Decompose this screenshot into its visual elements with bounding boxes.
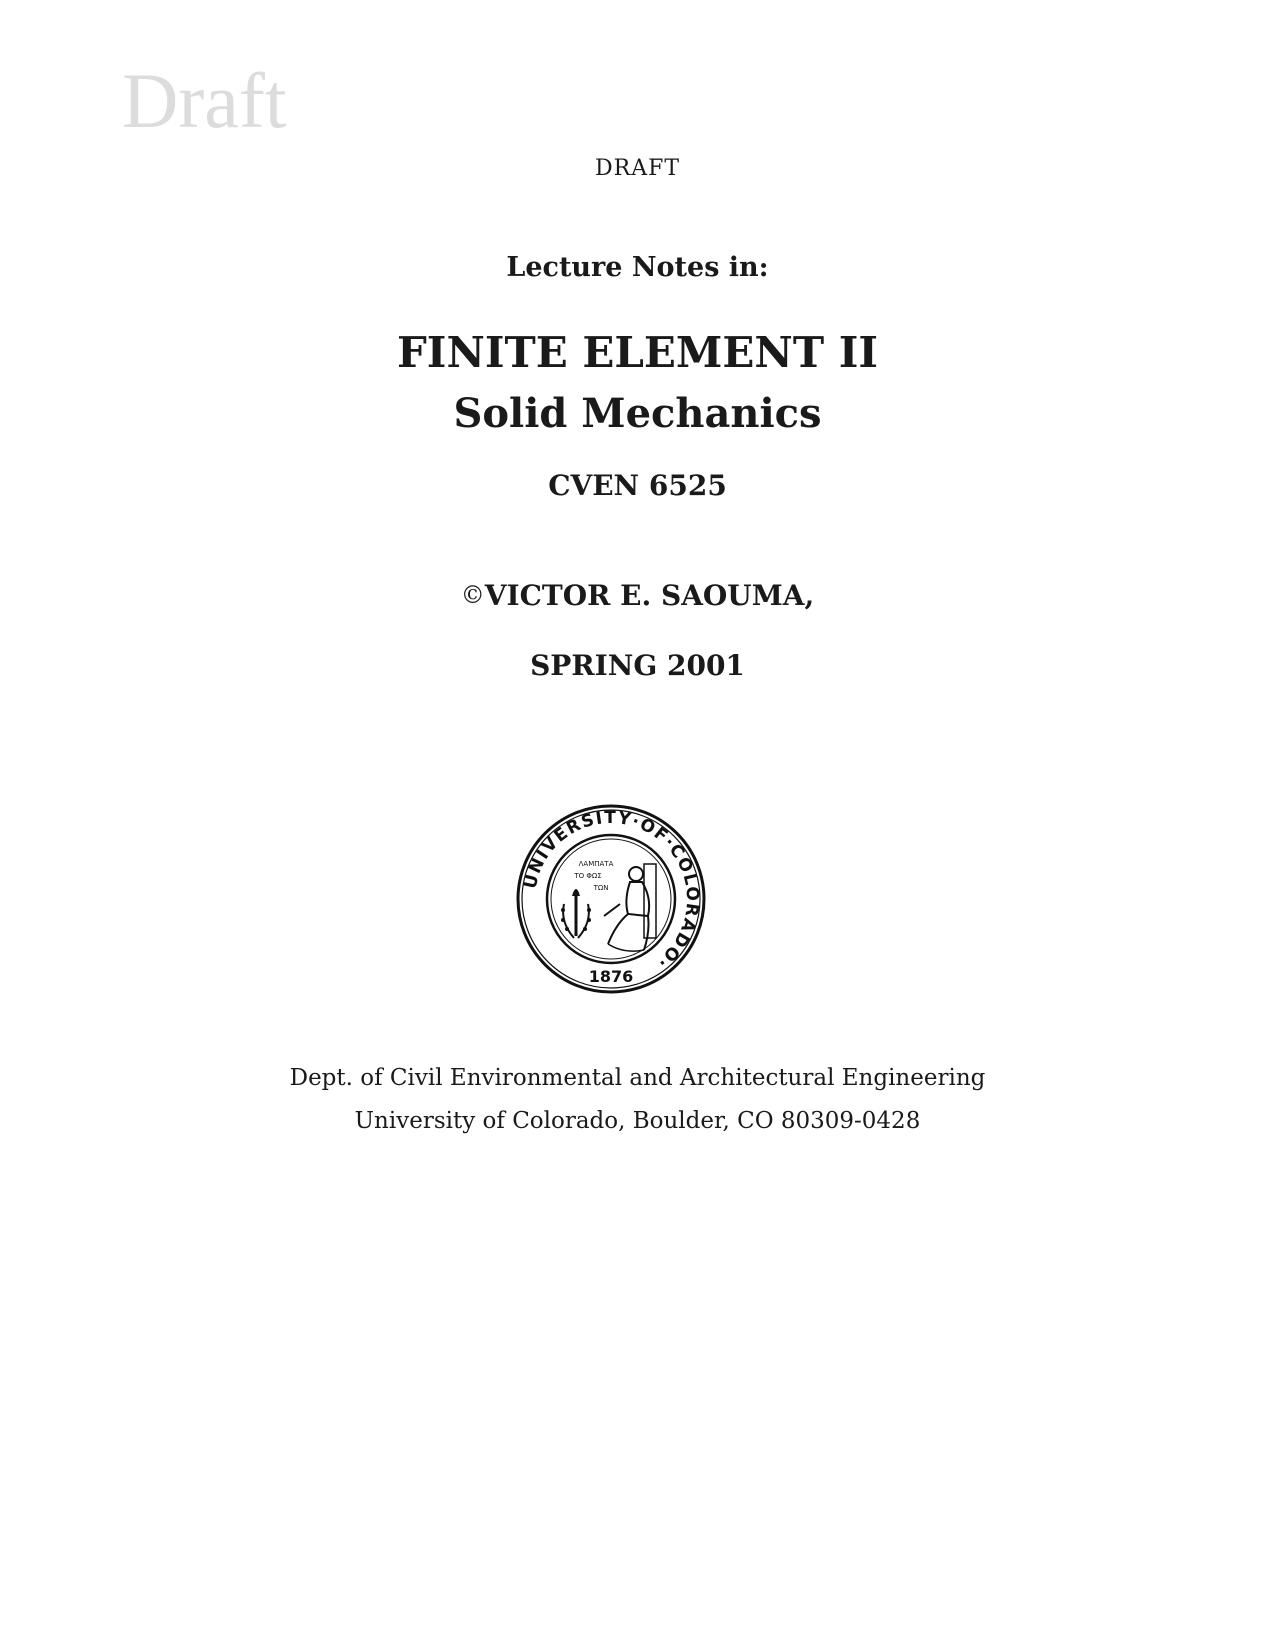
draft-watermark: Draft	[122, 57, 287, 144]
svg-text:UNIVERSITY·OF·COLORADO·: UNIVERSITY·OF·COLORADO·	[520, 807, 703, 973]
draft-label: DRAFT	[594, 156, 681, 181]
course-subtitle: Solid Mechanics	[453, 390, 822, 437]
course-title: FINITE ELEMENT II	[396, 328, 878, 377]
svg-text:ΤΩΝ: ΤΩΝ	[593, 884, 609, 892]
svg-text:ΛΑΜΠΑΤΑ: ΛΑΜΠΑΤΑ	[578, 860, 614, 868]
university-seal-logo	[516, 804, 706, 994]
lecture-notes-heading: Lecture Notes in:	[506, 252, 769, 283]
university-address-line: University of Colorado, Boulder, CO 80309-0428	[354, 1108, 921, 1134]
department-line: Dept. of Civil Environmental and Architectural Engineering	[289, 1065, 986, 1091]
author-line	[0, 579, 1275, 612]
course-code: CVEN 6525	[548, 469, 727, 502]
svg-text:1876: 1876	[588, 967, 634, 986]
term: SPRING 2001	[530, 649, 745, 682]
author-name: VICTOR E. SAOUMA,	[484, 579, 815, 612]
copyright-symbol: ©	[460, 581, 485, 609]
svg-text:ΤΟ ΦΩΣ: ΤΟ ΦΩΣ	[574, 872, 602, 880]
